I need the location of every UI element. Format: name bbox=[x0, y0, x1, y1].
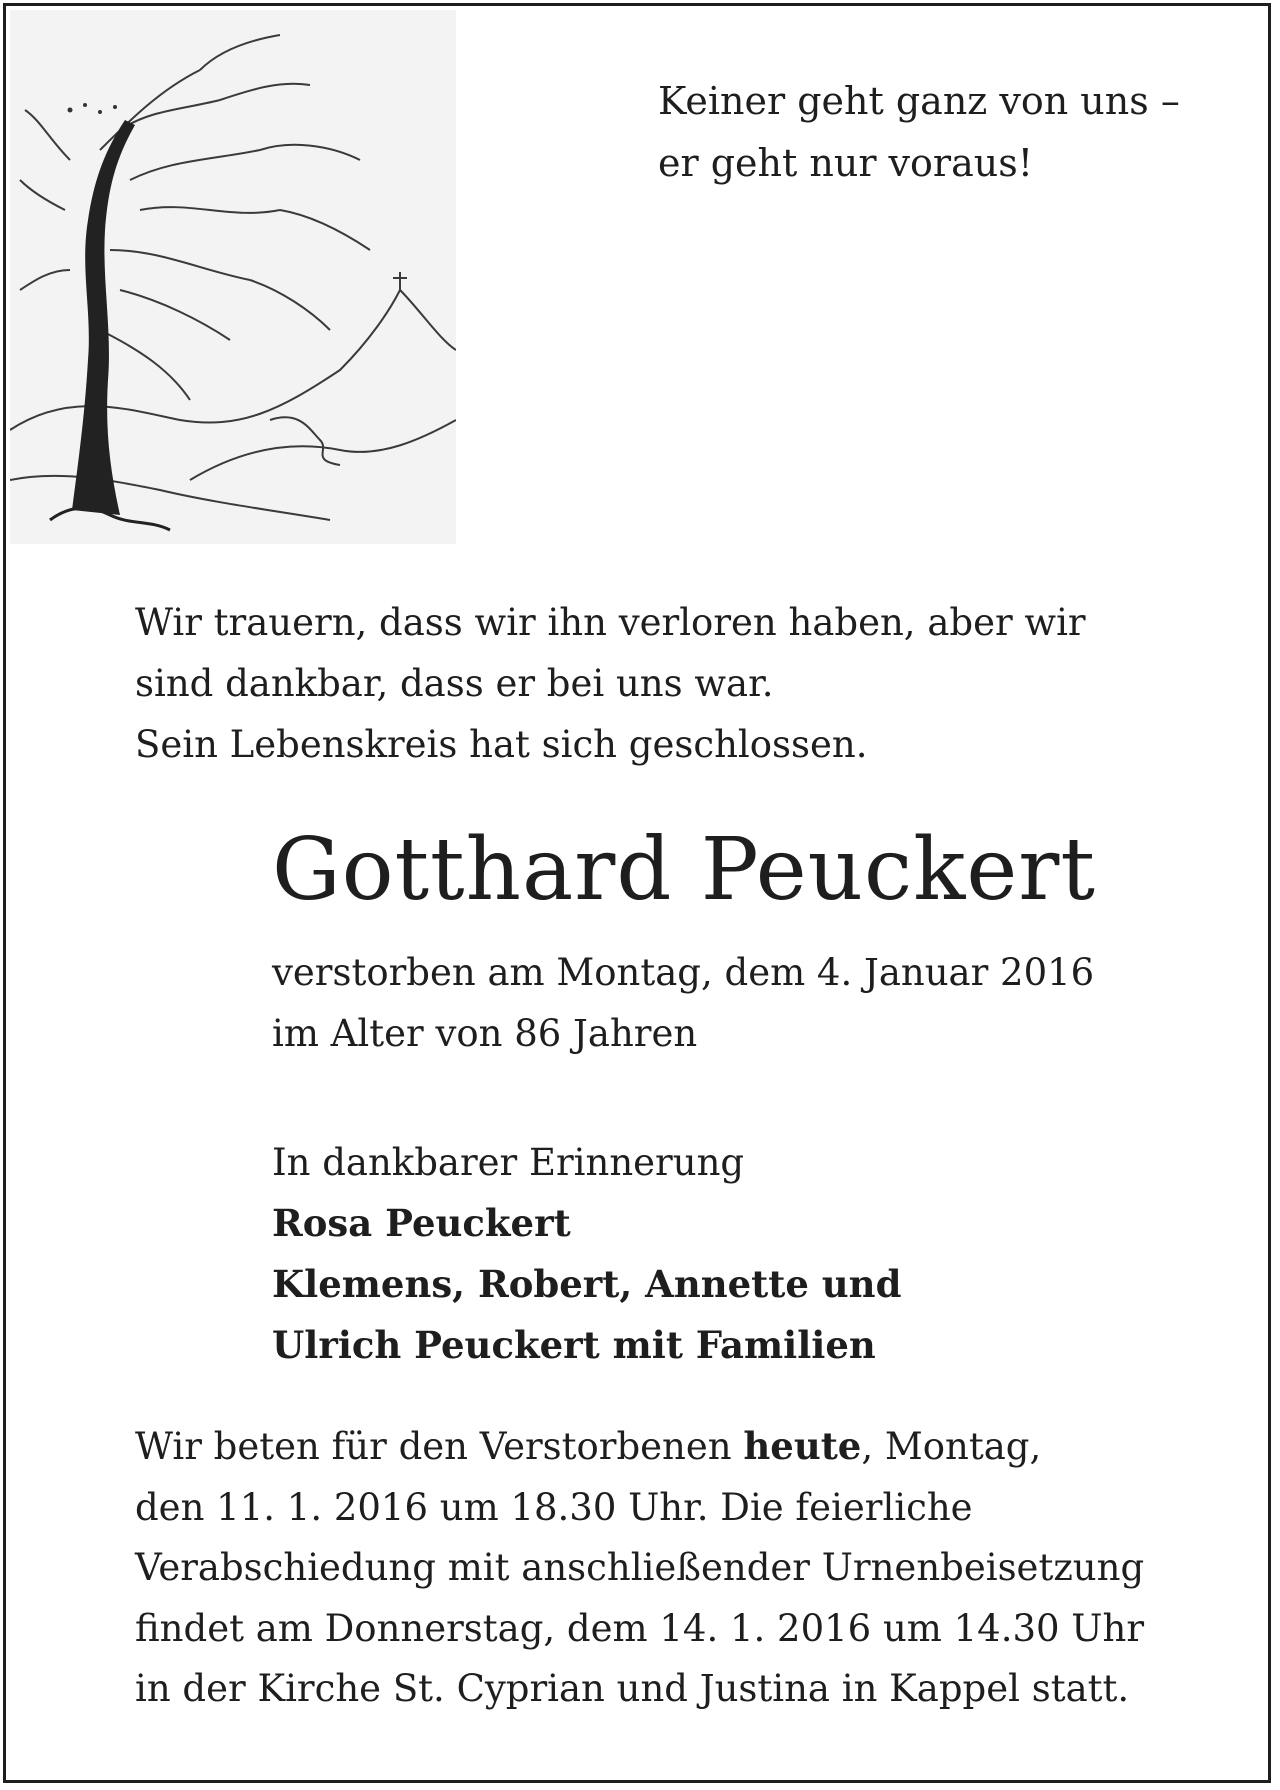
motto-line-1: Keiner geht ganz von uns – bbox=[658, 79, 1180, 123]
mourners bbox=[272, 1132, 901, 1376]
service-line-5: in der Kirche St. Cyprian und Justina in Kappel statt. bbox=[135, 1667, 1130, 1710]
intro-text bbox=[135, 592, 1086, 775]
deceased-name: Gotthard Peuckert bbox=[272, 820, 1096, 920]
intro-line-2: sind dankbar, dass er bei uns war. bbox=[135, 662, 774, 705]
service-line-1-emphasis: heute bbox=[743, 1424, 862, 1468]
service-line-1-post: , Montag, bbox=[861, 1425, 1042, 1468]
age-line: im Alter von 86 Jahren bbox=[272, 1012, 698, 1055]
service-line-1-pre: Wir beten für den Verstorbenen bbox=[135, 1425, 744, 1468]
death-date-line: verstorben am Montag, dem 4. Januar 2016 bbox=[272, 951, 1095, 994]
service-line-2: den 11. 1. 2016 um 18.30 Uhr. Die feierliche bbox=[135, 1485, 973, 1529]
death-info bbox=[272, 942, 1094, 1064]
mourner-line-3: Ulrich Peuckert mit Familien bbox=[272, 1323, 876, 1367]
motto-line-2: er geht nur voraus! bbox=[658, 141, 1033, 185]
service-info bbox=[135, 1416, 1144, 1720]
motto bbox=[658, 70, 1180, 194]
mourner-line-1: Rosa Peuckert bbox=[272, 1201, 571, 1245]
intro-line-1: Wir trauern, dass wir ihn verloren haben, aber wir bbox=[135, 601, 1086, 644]
mourner-line-2: Klemens, Robert, Annette und bbox=[272, 1262, 902, 1306]
service-line-3: Verabschiedung mit anschließender Urnenbeisetzung bbox=[135, 1546, 1145, 1589]
service-line-4: findet am Donnerstag, dem 14. 1. 2016 um 14.30 Uhr bbox=[135, 1606, 1145, 1650]
intro-line-3: Sein Lebenskreis hat sich geschlossen. bbox=[135, 723, 868, 766]
bare-tree-landscape-icon bbox=[10, 10, 456, 544]
service-line-1 bbox=[135, 1416, 1144, 1478]
mourners-intro: In dankbarer Erinnerung bbox=[272, 1141, 745, 1184]
